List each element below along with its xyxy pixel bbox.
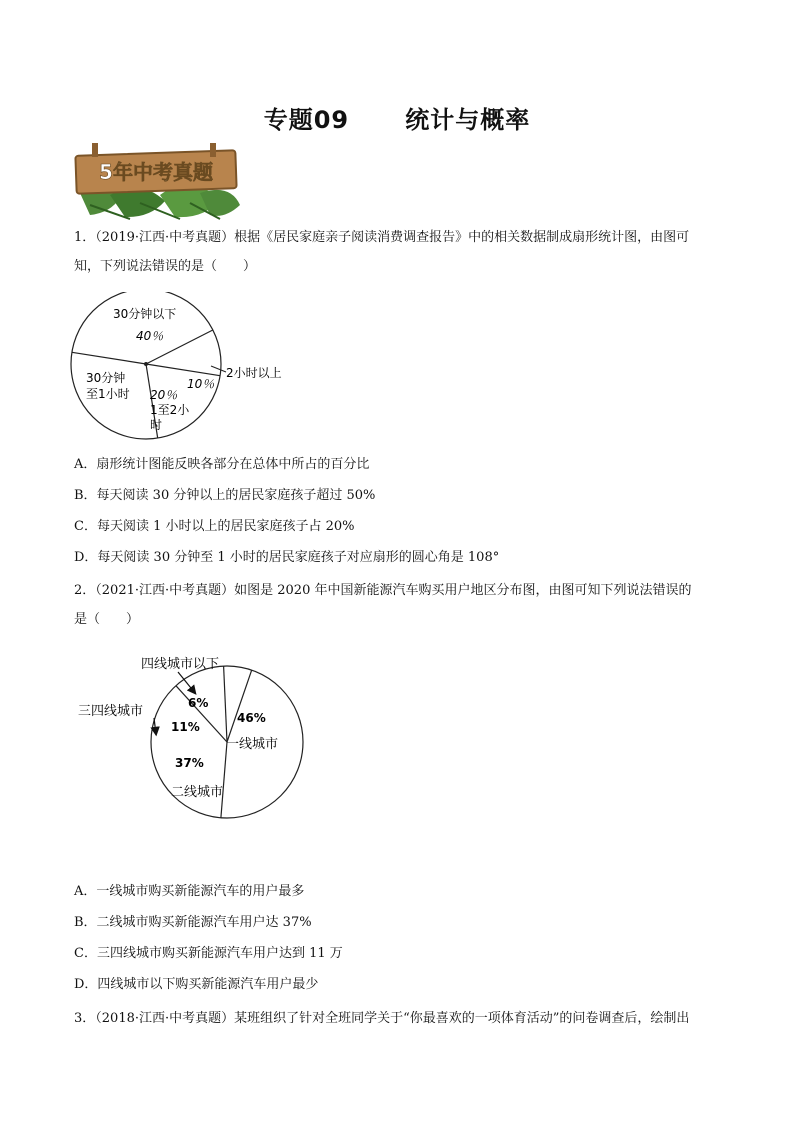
q2-text-line2: 是（ ） (74, 612, 140, 627)
banner-5-year-exam (70, 143, 242, 221)
q2-label-top: 四线城市以下 (141, 657, 220, 672)
q2-label-city1: 一线城市 (226, 737, 279, 752)
q1-option-a: A．扇形统计图能反映各部分在总体中所占的百分比 (74, 457, 370, 472)
q1-option-d: D．每天阅读 30 分钟至 1 小时的居民家庭孩子对应扇形的圆心角是 108° (74, 550, 500, 565)
q1-label-d-name1: 30分钟 (86, 371, 126, 385)
q2-option-a: A．一线城市购买新能源汽车的用户最多 (74, 884, 305, 899)
banner-text: 5年中考真题 (99, 160, 213, 184)
q2-label-6: 6% (188, 696, 209, 710)
q1-text-line2: 知，下列说法错误的是（ ） (74, 259, 257, 274)
q1-option-c: C．每天阅读 1 小时以上的居民家庭孩子占 20% (74, 519, 355, 534)
q2-option-c: C．三四线城市购买新能源汽车用户达到 11 万 (74, 946, 343, 961)
q2-slice-boundary (224, 666, 227, 742)
q1-label-c-name1: 1至2小 (150, 403, 190, 417)
q1-pie-center (144, 362, 148, 366)
q1-label-b-pct: 10％ (187, 377, 215, 391)
q2-text-line1: 2．（2021·江西·中考真题）如图是 2020 年中国新能源汽车购买用户地区分布图，由图可知下列说法错误的 (74, 583, 692, 598)
q1-label-a-name: 30分钟以下 (113, 307, 177, 321)
q1-text-line1: 1．（2019·江西·中考真题）根据《居民家庭亲子阅读消费调查报告》中的相关数据制成扇形统计图，由图可 (74, 230, 690, 245)
q2-label-city2: 二线城市 (171, 785, 224, 800)
q2-option-b: B．二线城市购买新能源汽车用户达 37% (74, 915, 312, 930)
q2-arrow-icon (154, 718, 156, 734)
q1-label-b-name: 2小时以上 (226, 366, 282, 380)
q1-slice-boundary (146, 364, 220, 376)
q2-slice-boundary (227, 670, 252, 742)
q2-option-d: D．四线城市以下购买新能源汽车用户最少 (74, 977, 319, 992)
q2-pie-chart (74, 650, 314, 820)
q1-slice-boundary (72, 352, 146, 364)
q1-label-d-name2: 至1小时 (86, 387, 130, 401)
q1-label-c-pct: 20％ (150, 388, 178, 402)
page-title: 专题09 统计与概率 (263, 106, 531, 134)
q2-label-37: 37% (175, 756, 204, 770)
q1-pie-chart (66, 292, 306, 442)
q1-label-a-pct: 40％ (136, 329, 164, 343)
q1-option-b: B．每天阅读 30 分钟以上的居民家庭孩子超过 50% (74, 488, 376, 503)
q1-leader-line (211, 366, 226, 372)
q3-text-line1: 3．（2018·江西·中考真题）某班组织了针对全班同学关于“你最喜欢的一项体育活动”的问卷调查后，绘制出 (74, 1011, 690, 1026)
q2-label-left: 三四线城市 (78, 704, 144, 719)
q2-label-11: 11% (171, 720, 200, 734)
q1-label-c-name2: 时 (150, 418, 163, 432)
q2-label-46: 46% (237, 711, 266, 725)
q2-slice-boundary (221, 742, 227, 818)
